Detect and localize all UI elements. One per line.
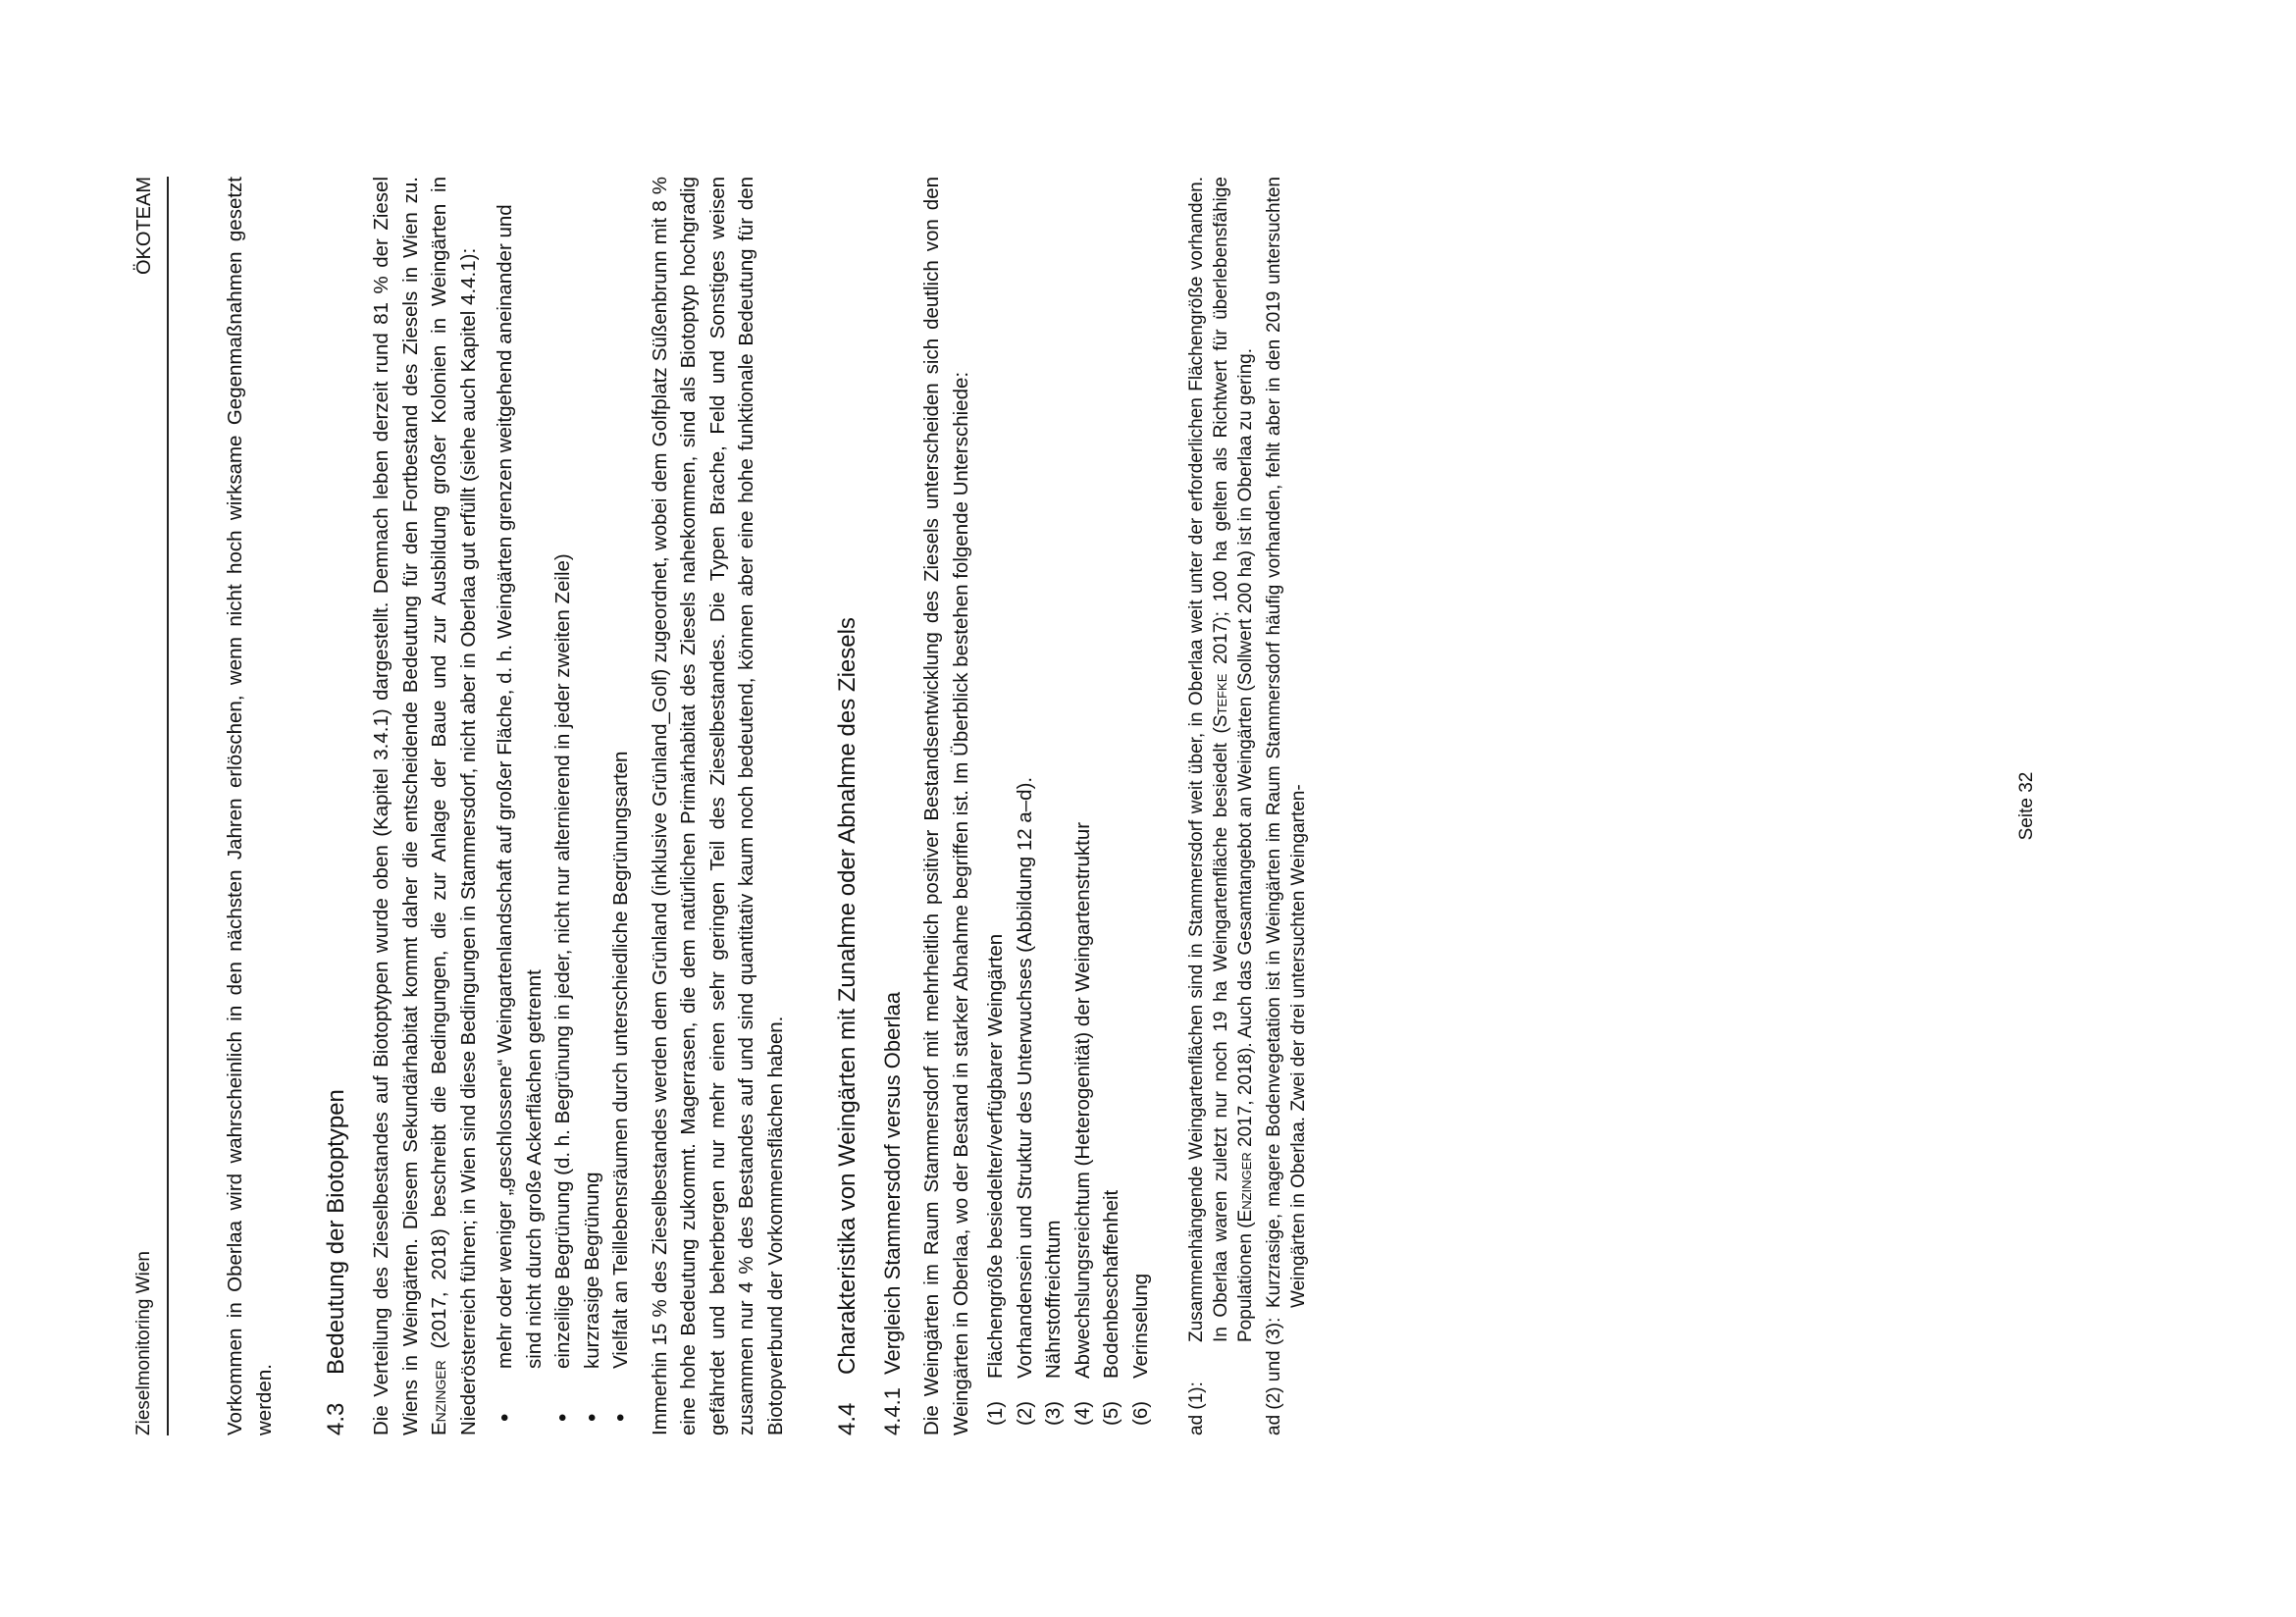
subsection-heading-4-4-1 [878, 177, 908, 1435]
list-item [1126, 177, 1156, 1435]
page-content [221, 177, 1315, 1435]
page-number: Seite 32 [2016, 771, 2037, 841]
text-run: Kurzrasige, magere Bodenvegetation ist in Weingärten im Raum Stammersdorf häufig vorhanden, fehlt aber in den 2019 untersuchten Weingärten in Oberlaa. Zwei der drei untersuchten Weingarten- [1264, 177, 1309, 1308]
list-number: (6) [1128, 1400, 1152, 1426]
text-run: 2017); 100 ha gelten als Richtwert für überlebensfähige Populationen ( [1211, 177, 1256, 1342]
author-name: Stefke [1211, 673, 1231, 728]
list-text: Verinselung [1128, 1273, 1152, 1379]
list-text: Vorhandensein und Struktur des Unterwuchses (Abbildung 12 a–d). [1013, 776, 1036, 1379]
text-run: 2017, 2018). Auch das Gesamtangebot an Weingärten (Sollwert 200 ha) ist in Oberlaa zu gering. [1235, 348, 1256, 1153]
header-rule [167, 177, 169, 1435]
list-item: • Vielfalt an Teillebensräumen durch unterschiedliche Begrünungsarten [606, 177, 636, 1435]
section-number: 4.4 [834, 1402, 861, 1435]
section-title: Bedeutung der Biotoptypen [323, 1089, 349, 1375]
list-item [1069, 177, 1098, 1435]
text-run: Die Verteilung des Zieselbestandes auf Biotoptypen wurde oben (Kapitel 3.4.1) dargestellt. Demnach leben derzeit rund 81 % der Ziesel Wiens in Weingärten. Diesem Sekundärhabitat kommt daher die entscheidende Bedeutung für den Fortbestand des Ziesels in Wien zu. [370, 177, 422, 1435]
section-number: 4.3 [323, 1402, 349, 1435]
list-item [981, 177, 1011, 1435]
section-heading-4-4 [831, 177, 864, 1435]
list-text: Bodenbeschaffenheit [1100, 1189, 1122, 1379]
text-run: Zusammenhängende Weingartenflächen sind in Stammersdorf weit über, in Oberlaa weit unter der erforderlichen Flächengröße vorhanden. In Oberlaa waren zuletzt nur noch 19 ha Weingartenfläche besiedelt ( [1186, 177, 1231, 1342]
author-name: Enzinger [1235, 1152, 1256, 1223]
list-text: Flächengröße besiedelter/verfügbarer Weingärten [984, 933, 1007, 1379]
text-run: (2017, 2018) beschreibt die Bedingungen, die zur Anlage der Baue und zur Ausbildung großer Kolonien in Weingärten in Niederösterreich führen; in Wien sind diese Bedingungen in Stammersdorf, nicht aber in Oberlaa gut erfüllt (siehe auch Kapitel 4.4.1): [428, 177, 480, 1435]
header-organisation: ÖKOTEAM [133, 177, 155, 276]
annotation-ad-1 [1184, 177, 1258, 1435]
section-4-4-paragraph-1: Die Weingärten im Raum Stammersdorf mit mehrheitlich positiver Bestandsentwicklung des Ziesels unterscheiden sich deutlich von den Weingärten in Oberlaa, wo der Bestand in starker Abnahme begriffen ist. Im Überblick bestehen folgende Unterschiede: [920, 177, 972, 1435]
list-item: • einzeilige Begrünung (d. h. Begrünung in jeder, nicht nur alternierend in jeder zweiten Zeile) [548, 177, 578, 1435]
section-4-3-paragraph-2: Immerhin 15 % des Zieselbestandes werden dem Grünland (inklusive Grünland_Golf) zugeordnet, wobei dem Golfplatz Süßenbrunn mit 8 % eine hohe Bedeutung zukommt. Magerrasen, die dem natürlichen Primärhabitat des Ziesels nahekommen, sind als Biotoptyp hochgradig gefährdet und beherbergen nur mehr einen sehr geringen Teil des Zieselbestandes. Die Typen Brache, Feld und Sonstiges weisen zusammen nur 4 % des Bestandes auf und sind quantitativ kaum noch bedeutend, können aber eine hohe funktionale Bedeutung für den Biotopverbund der Vorkommensflächen haben. [648, 177, 787, 1435]
section-heading-4-3 [320, 177, 353, 1435]
author-name: Enzinger [428, 1360, 450, 1435]
section-4-3-paragraph-1 [367, 177, 483, 1435]
annotation-label: ad (1): [1186, 1382, 1207, 1435]
section-title: Charakteristika von Weingärten mit Zunahme oder Abnahme des Ziesels [834, 617, 861, 1375]
numbered-list [981, 177, 1155, 1435]
list-number: (3) [1042, 1400, 1065, 1426]
header-title: Zieselmonitoring Wien [133, 1251, 154, 1435]
list-item: • kurzrasige Begrünung [578, 177, 607, 1435]
bullet-list [491, 177, 636, 1435]
list-item [1011, 177, 1040, 1435]
annotation-label: ad (2) und (3): [1264, 1317, 1284, 1435]
annotation-ad-2-3 [1262, 177, 1311, 1435]
list-number: (1) [984, 1400, 1007, 1426]
list-number: (2) [1013, 1400, 1036, 1426]
list-text: Abwechslungsreichtum (Heterogenität) der Weingartenstruktur [1070, 821, 1094, 1379]
list-item [1097, 177, 1126, 1435]
subsection-title: Vergleich Stammersdorf versus Oberlaa [880, 991, 905, 1375]
list-number: (5) [1100, 1400, 1122, 1426]
list-number: (4) [1070, 1400, 1094, 1426]
list-item [1039, 177, 1069, 1435]
subsection-number: 4.4.1 [880, 1387, 905, 1435]
intro-paragraph: Vorkommen in Oberlaa wird wahrscheinlich in den nächsten Jahren erlöschen, wenn nicht hoch wirksame Gegenmaßnahmen gesetzt werden. [224, 177, 276, 1435]
list-item: • mehr oder weniger „geschlossene“ Weingartenlandschaft auf großer Fläche, d. h. Weingärten grenzen weitgehend aneinander und sind nicht durch große Ackerflächen getrennt [491, 177, 548, 1435]
list-text: Nährstoffreichtum [1042, 1220, 1065, 1379]
